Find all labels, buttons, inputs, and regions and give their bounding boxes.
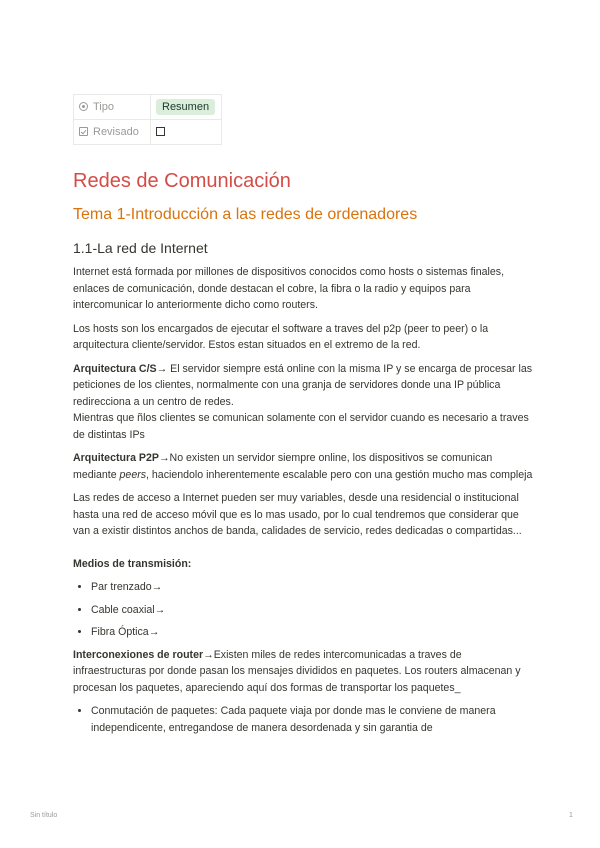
property-row-tipo [74, 95, 222, 120]
paragraph-hosts: Los hosts son los encargados de ejecutar el software a traves del p2p (peer to peer) o la arquitectura cliente/servidor. Estos estan situados en el extremo de la red. [73, 322, 489, 351]
list-item-fibra-optica: • Fibra Óptica→ [91, 624, 533, 641]
text-p2p-1: No existen un servidor siempre online, los dispositivos se comunican mediante [73, 452, 493, 481]
page-title: Redes de Comunicación [73, 170, 291, 192]
property-label-revisado: Revisado [93, 126, 139, 138]
paragraph-arquitectura-cs [73, 361, 533, 444]
property-label-tipo: Tipo [93, 101, 114, 113]
revisado-checkbox[interactable] [156, 127, 165, 136]
term-arquitectura-p2p: Arquitectura P2P→ [73, 452, 170, 464]
paragraph-redes-acceso: Las redes de acceso a Internet pueden ser muy variables, desde una residencial o institucional hasta una red de acceso móvil que es lo mas usado, por lo cual tendremos que considerar que van a existir distintos anchos de banda, calidades de servicio, redes dedicadas o compartidas... [73, 492, 522, 537]
footer-page-number: 1 [569, 812, 573, 819]
checkbox-property-icon [79, 127, 88, 136]
list-item-par-trenzado: • Par trenzado→ [91, 579, 533, 596]
medios-heading [73, 556, 533, 573]
term-arquitectura-cs: Arquitectura C/S→ [73, 362, 168, 375]
list-item-cable-coaxial: • Cable coaxial→ [91, 602, 533, 619]
property-value-tipo[interactable] [151, 95, 222, 120]
paragraph-interconexiones [73, 647, 533, 697]
term-interconexiones: Interconexiones de router→ [73, 648, 214, 661]
select-property-icon [79, 102, 88, 111]
section-heading: 1.1-La red de Internet [73, 240, 208, 256]
tag-resumen[interactable]: Resumen [156, 99, 215, 115]
text-arquitectura-cs: El servidor siempre está online con la misma IP y se encarga de procesar las peticiones de los clientes, normalmente con una granja de servidores donde una IP pública redirecciona a un centro de redes. [73, 362, 533, 408]
property-row-revisado [74, 120, 222, 145]
property-key-revisado [74, 120, 151, 145]
medios-heading-text: Medios de transmisión: [73, 557, 192, 570]
paragraph-internet: Internet está formada por millones de dispositivos conocidos como hosts o sistemas finales, enlaces de comunicación, donde destacan el cobre, la fibra o la radio y equipos para intercomunicar lo anteriormente dicho como routers. [73, 266, 505, 311]
property-value-revisado[interactable] [151, 120, 222, 145]
footer-page-name: Sin título [30, 812, 58, 819]
property-key-tipo [74, 95, 151, 120]
subtitle-heading: Tema 1-Introducción a las redes de ordenadores [73, 206, 418, 223]
text-p2p-2: , haciendolo inherentemente escalable pero con una gestión mucho mas compleja [146, 468, 533, 481]
text-interconexiones: Existen miles de redes intercomunicadas a traves de infraestructuras por donde pasan los mensajes divididos en paquetes. Los routers almacenan y procesan los paquetes, apareciendo aquí dos formas de transportar los paquetes_ [73, 648, 521, 694]
document-page [73, 94, 533, 734]
text-clientes: Mientras que ñlos clientes se comunican solamente con el servidor cuando es necesario a traves de distintas IPs [73, 412, 529, 441]
paragraph-arquitectura-p2p [73, 450, 533, 483]
conmutacion-list [73, 703, 533, 736]
list-item-conmutacion-paquetes: • Conmutación de paquetes: Cada paquete viaja por donde mas le conviene de manera independicente, entregandose de manera desordenada y sin garantia de [91, 703, 533, 736]
properties-table [73, 94, 222, 145]
medios-list [73, 579, 533, 641]
text-peers: peers [119, 468, 147, 481]
document-body [73, 264, 533, 742]
